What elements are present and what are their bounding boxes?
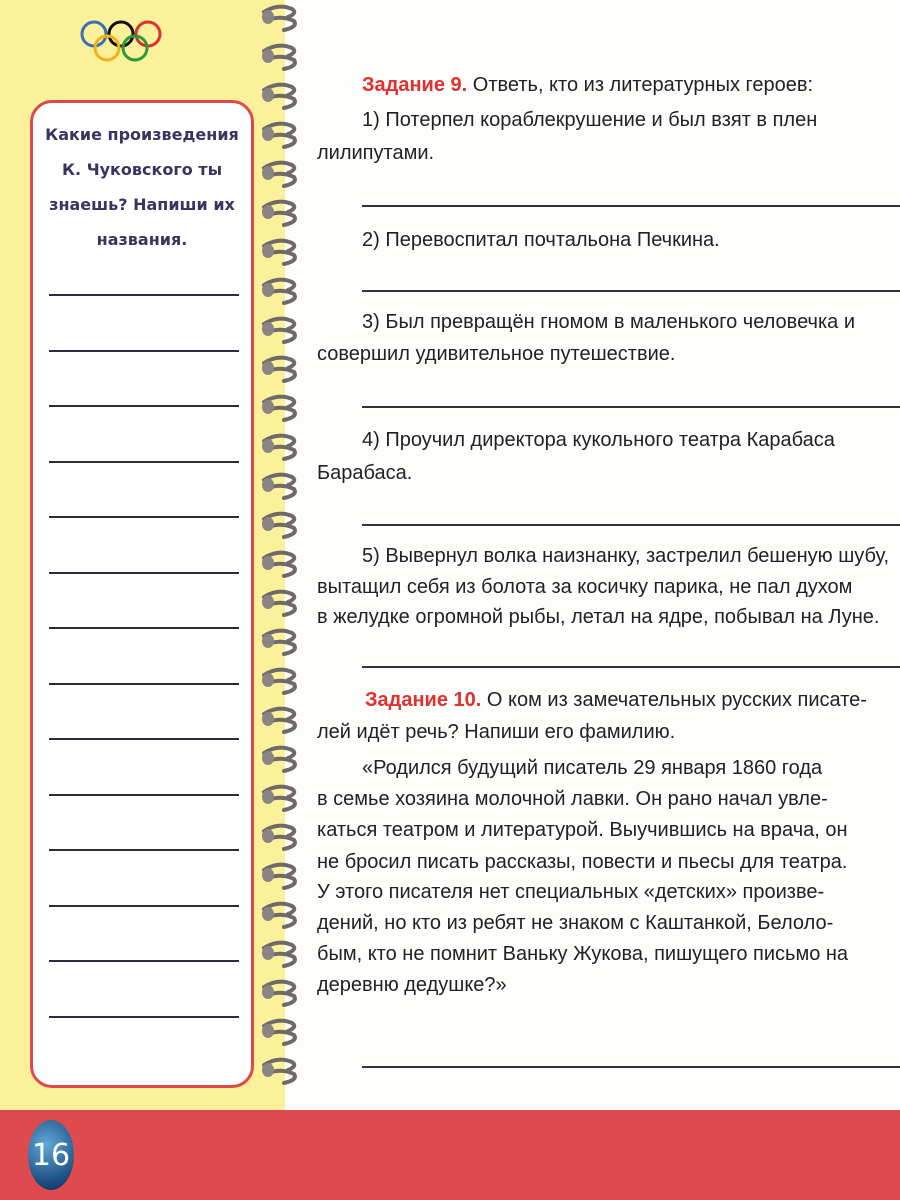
spiral-coil-icon bbox=[258, 1056, 302, 1086]
sidebar-answer-line[interactable] bbox=[49, 905, 239, 907]
spiral-coil-icon bbox=[258, 1017, 302, 1047]
spiral-coil-icon bbox=[258, 159, 302, 189]
page-content bbox=[305, 0, 900, 1110]
task10-label: Задание 10. bbox=[365, 689, 482, 711]
spiral-coil-icon bbox=[258, 471, 302, 501]
answer-line-2[interactable] bbox=[362, 290, 900, 292]
sidebar-answer-line[interactable] bbox=[49, 294, 239, 296]
task10-quote-line-8: деревню дедушке?» bbox=[317, 974, 507, 996]
sidebar-answer-line[interactable] bbox=[49, 738, 239, 740]
task9-item-4-line-1: 4) Проучил директора кукольного театра Карабаса bbox=[362, 429, 835, 451]
page-number: 16 bbox=[28, 1120, 74, 1190]
sidebar-answer-line[interactable] bbox=[49, 627, 239, 629]
spiral-coil-icon bbox=[258, 315, 302, 345]
spiral-coil-icon bbox=[258, 393, 302, 423]
spiral-coil-icon bbox=[258, 744, 302, 774]
task9-item-5-line-3: в желудке огромной рыбы, летал на ядре, побывал на Луне. bbox=[317, 606, 880, 628]
spiral-coil-icon bbox=[258, 81, 302, 111]
spiral-coil-icon bbox=[258, 276, 302, 306]
spiral-coil-icon bbox=[258, 900, 302, 930]
task10-quote-line-1: «Родился будущий писатель 29 января 1860 года bbox=[362, 757, 823, 779]
sidebar-answer-line[interactable] bbox=[49, 516, 239, 518]
answer-line-task10[interactable] bbox=[362, 1066, 900, 1068]
sidebar-question-box bbox=[30, 100, 254, 1088]
task9-item-3-line-1: 3) Был превращён гномом в маленького человечка и bbox=[362, 311, 855, 333]
task10-quote-line-3: каться театром и литературой. Выучившись на врача, он bbox=[317, 819, 848, 841]
spiral-coil-icon bbox=[258, 354, 302, 384]
answer-line-1[interactable] bbox=[362, 205, 900, 207]
task9-item-5-line-2: вытащил себя из болота за косичку парика, не пал духом bbox=[317, 576, 853, 598]
task10-prompt-line-1: О ком из замечательных русских писате- bbox=[486, 689, 867, 711]
task10-prompt-line-2: лей идёт речь? Напиши его фамилию. bbox=[317, 721, 676, 743]
spiral-coil-icon bbox=[258, 549, 302, 579]
spiral-coil-icon bbox=[258, 861, 302, 891]
task10-heading bbox=[365, 688, 867, 712]
spiral-coil-icon bbox=[258, 822, 302, 852]
task10-quote-line-6: дений, но кто из ребят не знаком с Каштанкой, Белоло- bbox=[317, 912, 834, 934]
sidebar-answer-line[interactable] bbox=[49, 350, 239, 352]
task9-label: Задание 9. bbox=[362, 74, 468, 96]
spiral-coil-icon bbox=[258, 42, 302, 72]
spiral-coil-icon bbox=[258, 705, 302, 735]
spiral-coil-icon bbox=[258, 978, 302, 1008]
sidebar-answer-line[interactable] bbox=[49, 849, 239, 851]
task9-item-5-line-1: 5) Вывернул волка наизнанку, застрелил бешеную шубу, bbox=[362, 545, 890, 567]
task9-item-1-line-1: 1) Потерпел кораблекрушение и был взят в плен bbox=[362, 109, 818, 131]
task9-heading bbox=[362, 73, 813, 97]
answer-line-5[interactable] bbox=[362, 666, 900, 668]
spiral-coil-icon bbox=[258, 3, 302, 33]
spiral-coil-icon bbox=[258, 783, 302, 813]
spiral-coil-icon bbox=[258, 939, 302, 969]
sidebar-answer-line[interactable] bbox=[49, 1016, 239, 1018]
answer-line-4[interactable] bbox=[362, 524, 900, 526]
task10-quote-line-5: У этого писателя нет специальных «детских» произве- bbox=[317, 881, 825, 903]
task9-item-3-line-2: совершил удивительное путешествие. bbox=[317, 343, 676, 365]
spiral-coil-icon bbox=[258, 432, 302, 462]
sidebar-answer-line[interactable] bbox=[49, 960, 239, 962]
footer-band bbox=[0, 1110, 900, 1200]
task9-item-1-line-2: лилипутами. bbox=[317, 142, 435, 164]
olympic-rings-icon bbox=[80, 18, 166, 68]
sidebar-answer-line[interactable] bbox=[49, 405, 239, 407]
sidebar-answer-line[interactable] bbox=[49, 794, 239, 796]
sidebar-answer-line[interactable] bbox=[49, 461, 239, 463]
sidebar-answer-line[interactable] bbox=[49, 572, 239, 574]
spiral-coil-icon bbox=[258, 198, 302, 228]
spiral-coil-icon bbox=[258, 588, 302, 618]
spiral-coil-icon bbox=[258, 120, 302, 150]
sidebar-question: Какие произведения К. Чуковского ты знаешь? Напиши их названия. bbox=[45, 125, 239, 249]
spiral-coil-icon bbox=[258, 666, 302, 696]
spiral-coil-icon bbox=[258, 510, 302, 540]
spiral-coil-icon bbox=[258, 627, 302, 657]
task10-quote-line-7: бым, кто не помнит Ваньку Жукова, пишущего письмо на bbox=[317, 943, 849, 965]
sidebar-answer-line[interactable] bbox=[49, 683, 239, 685]
task10-quote-line-2: в семье хозяина молочной лавки. Он рано начал увле- bbox=[317, 788, 828, 810]
spiral-coil-icon bbox=[258, 237, 302, 267]
task9-item-2-line-1: 2) Перевоспитал почтальона Печкина. bbox=[362, 229, 720, 251]
spiral-binding bbox=[258, 0, 308, 1110]
task9-prompt: Ответь, кто из литературных героев: bbox=[472, 74, 814, 96]
task9-item-4-line-2: Барабаса. bbox=[317, 462, 413, 484]
answer-line-3[interactable] bbox=[362, 406, 900, 408]
task10-quote-line-4: не бросил писать рассказы, повести и пьесы для театра. bbox=[317, 851, 848, 873]
